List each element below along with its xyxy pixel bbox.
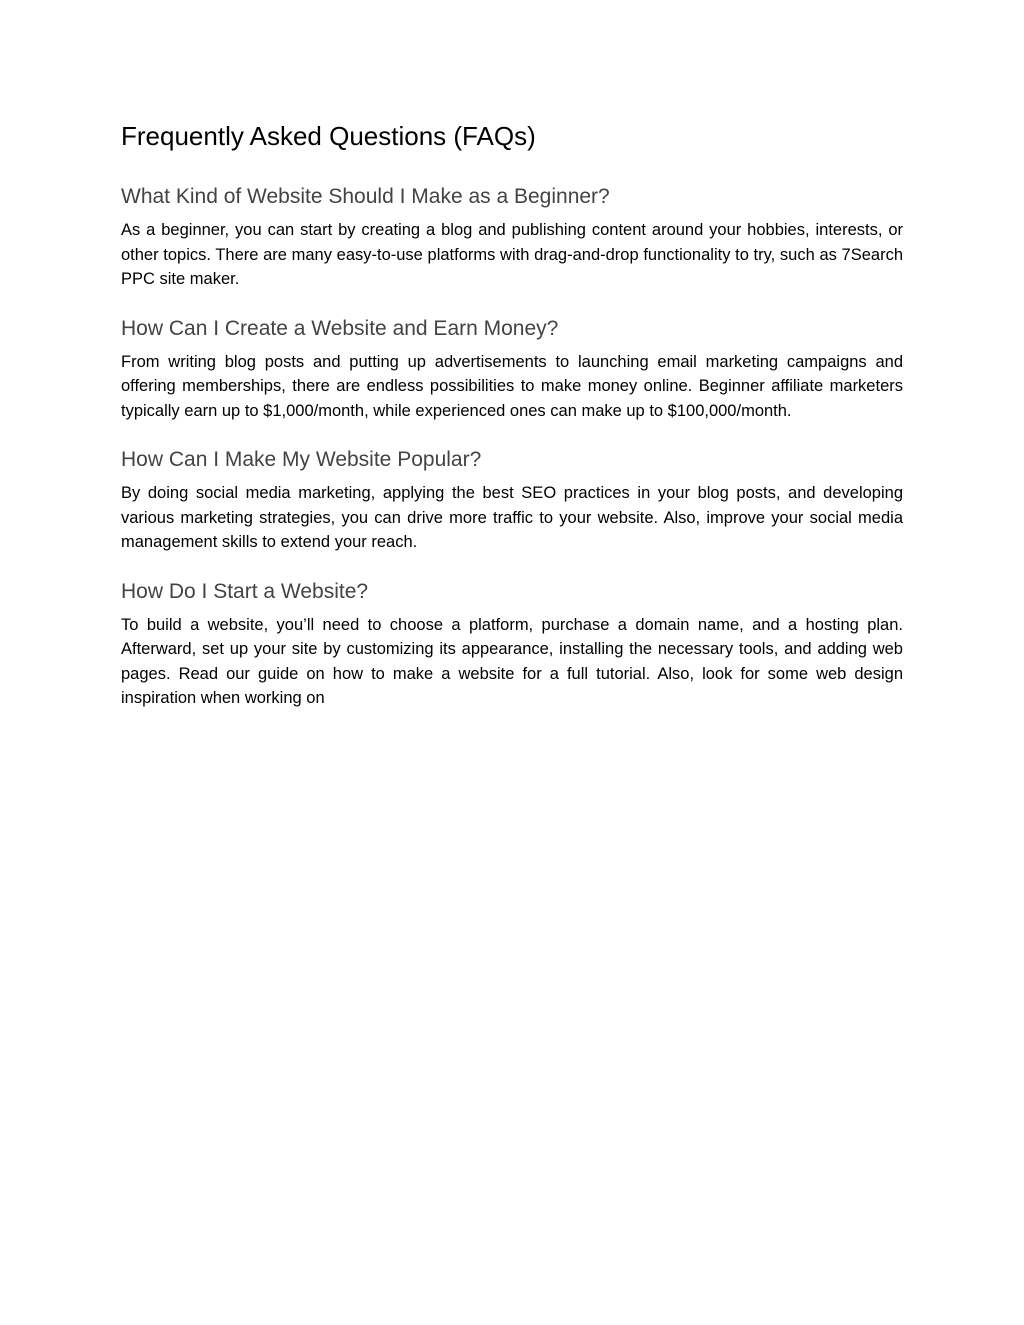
document-title: Frequently Asked Questions (FAQs) xyxy=(121,121,536,151)
faq-question: How Do I Start a Website? xyxy=(121,579,369,603)
faq-question: How Can I Create a Website and Earn Money? xyxy=(121,316,559,340)
faq-question: How Can I Make My Website Popular? xyxy=(121,448,482,471)
document-page xyxy=(121,118,903,734)
faq-item-start-website xyxy=(121,578,903,711)
faq-item-beginner-website xyxy=(121,183,903,292)
faq-answer: By doing social media marketing, applying the best SEO practices in your blog posts, and developing various marketing strategies, you can drive more traffic to your website. Also, improve your social media management skills to extend your reach. xyxy=(121,484,903,551)
faq-answer: As a beginner, you can start by creating a blog and publishing content around your hobbies, interests, or other topics. There are many easy-to-use platforms with drag-and-drop functionality to try, such as 7Search PPC site maker. xyxy=(121,221,903,288)
faq-question: What Kind of Website Should I Make as a Beginner? xyxy=(121,185,610,208)
faq-item-website-popular xyxy=(121,446,903,555)
faq-item-earn-money xyxy=(121,315,903,424)
faq-answer: From writing blog posts and putting up advertisements to launching email marketing campaigns and offering memberships, there are endless possibilities to make money online. Beginner affiliate marketers typically earn up to $1,000/month, while experienced ones can make up to $100,000/month. xyxy=(121,352,903,420)
faq-answer: To build a website, you’ll need to choose a platform, purchase a domain name, and a hosting plan. Afterward, set up your site by customizing its appearance, installing the necessary tools, and adding web pages. Read our guide on how to make a website for a full tutorial. Also, look for some web design inspiration when working on xyxy=(121,615,903,707)
